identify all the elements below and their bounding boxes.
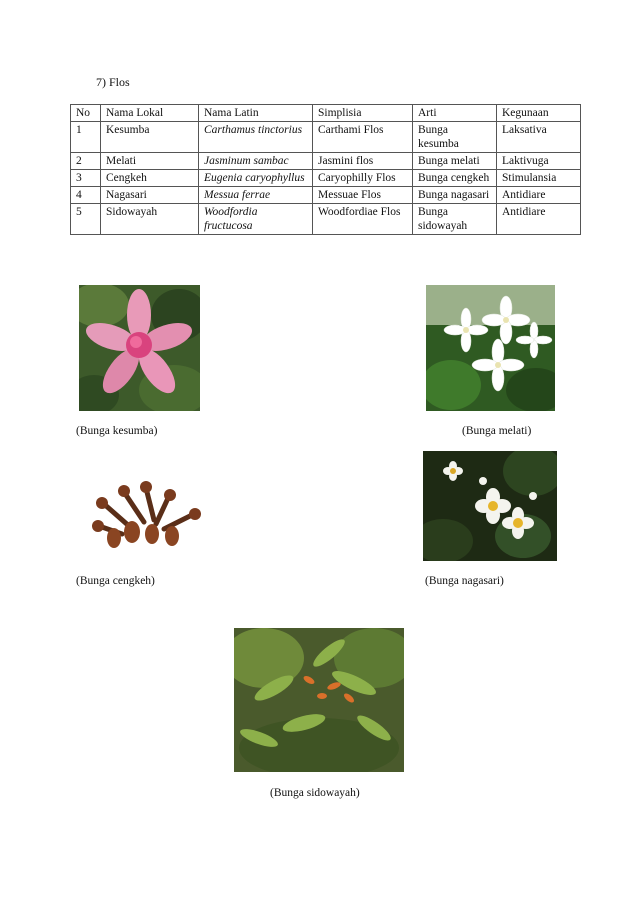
caption-cengkeh: (Bunga cengkeh) [76,575,155,587]
cell-nama-latin: Jasminum sambac [199,153,313,170]
melati-photo [426,285,555,411]
cell-nama-lokal: Cengkeh [101,170,199,187]
cell-kegunaan: Stimulansia [497,170,581,187]
caption-sidowayah: (Bunga sidowayah) [270,787,360,799]
cell-simplisia: Woodfordiae Flos [313,204,413,235]
cell-simplisia: Caryophilly Flos [313,170,413,187]
cell-arti: Bunga nagasari [413,187,497,204]
header-arti: Arti [413,105,497,122]
cell-arti: Bunga cengkeh [413,170,497,187]
cell-nama-latin: Woodfordia fructucosa [199,204,313,235]
cell-nama-lokal: Nagasari [101,187,199,204]
table-row [71,153,581,170]
header-kegunaan: Kegunaan [497,105,581,122]
header-nama-latin: Nama Latin [199,105,313,122]
cell-no: 4 [71,187,101,204]
caption-kesumba: (Bunga kesumba) [76,425,158,437]
cell-no: 1 [71,122,101,153]
cell-arti: Bunga sidowayah [413,204,497,235]
cell-kegunaan: Laktivuga [497,153,581,170]
table-row [71,204,581,235]
cell-arti: Bunga melati [413,153,497,170]
sidowayah-photo [234,628,404,772]
table-row [71,122,581,153]
section-heading: 7) Flos [96,75,130,89]
cell-simplisia: Messuae Flos [313,187,413,204]
kesumba-photo [79,285,200,411]
cell-nama-latin: Messua ferrae [199,187,313,204]
cell-simplisia: Jasmini flos [313,153,413,170]
cell-kegunaan: Antidiare [497,204,581,235]
table-header-row [71,105,581,122]
cell-simplisia: Carthami Flos [313,122,413,153]
cell-nama-latin: Carthamus tinctorius [199,122,313,153]
cell-no: 2 [71,153,101,170]
caption-melati: (Bunga melati) [462,425,532,437]
header-simplisia: Simplisia [313,105,413,122]
cell-nama-lokal: Melati [101,153,199,170]
cell-nama-lokal: Kesumba [101,122,199,153]
nagasari-photo [423,451,557,561]
cell-no: 3 [71,170,101,187]
cell-nama-lokal: Sidowayah [101,204,199,235]
header-no: No [71,105,101,122]
cell-kegunaan: Antidiare [497,187,581,204]
header-nama-lokal: Nama Lokal [101,105,199,122]
table-row [71,187,581,204]
cell-arti: Bunga kesumba [413,122,497,153]
cell-nama-latin: Eugenia caryophyllus [199,170,313,187]
table-row [71,170,581,187]
flos-table [70,104,581,235]
cell-kegunaan: Laksativa [497,122,581,153]
cengkeh-photo [84,474,204,556]
cell-no: 5 [71,204,101,235]
caption-nagasari: (Bunga nagasari) [425,575,504,587]
